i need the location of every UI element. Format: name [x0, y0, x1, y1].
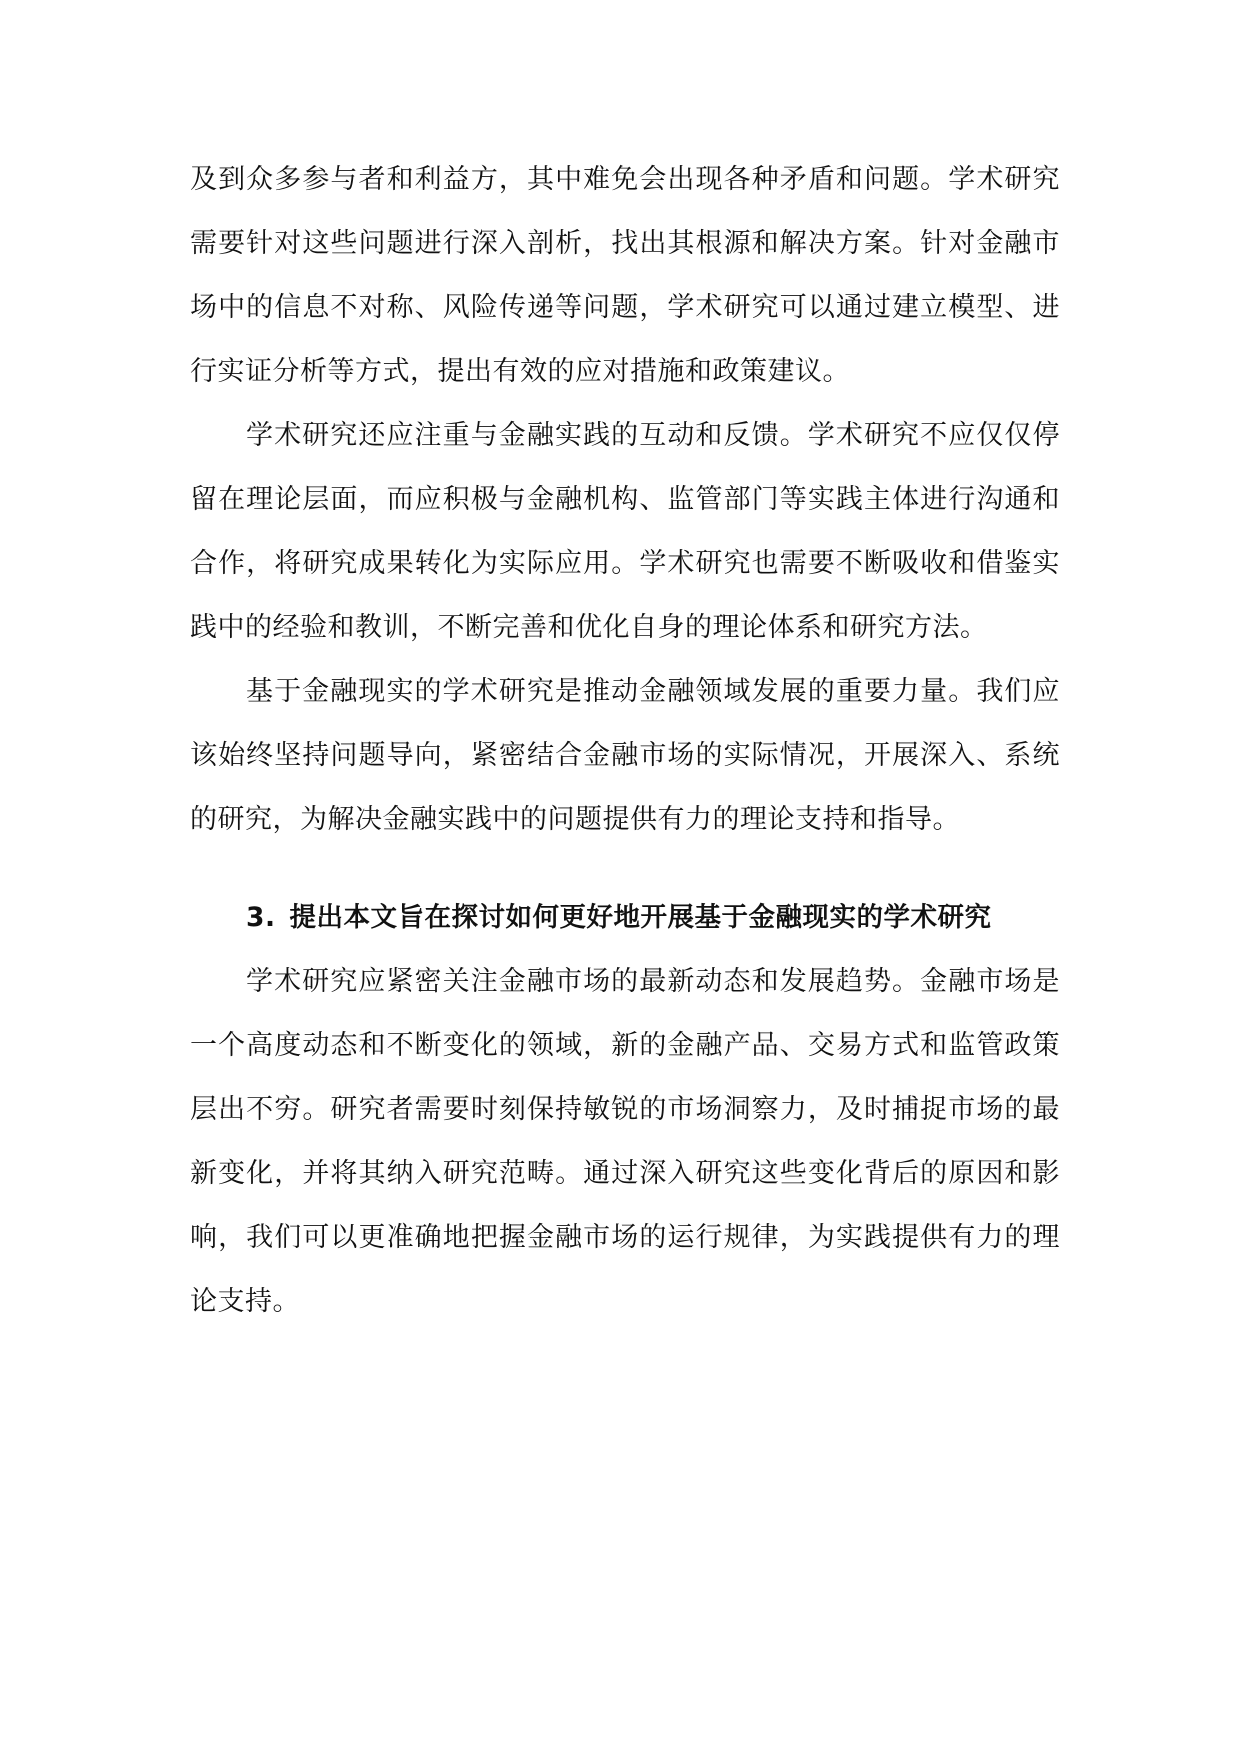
section-number: 3. — [246, 902, 276, 933]
paragraph-market-dynamics: 学术研究应紧密关注金融市场的最新动态和发展趋势。金融市场是一个高度动态和不断变化的领域，新的金融产品、交易方式和监管政策层出不穷。研究者需要时刻保持敏锐的市场洞察力，及时捕捉市场的最新变化，并将其纳入研究范畴。通过深入研究这些变化背后的原因和影响，我们可以更准确地把握金融市场的运行规律，为实践提供有力的理论支持。 — [190, 966, 1060, 1317]
paragraph-practice-interaction: 学术研究还应注重与金融实践的互动和反馈。学术研究不应仅仅停留在理论层面，而应积极与金融机构、监管部门等实践主体进行沟通和合作，将研究成果转化为实际应用。学术研究也需要不断吸收和借鉴实践中的经验和教训，不断完善和优化自身的理论体系和研究方法。 — [190, 420, 1060, 643]
section-title: 提出本文旨在探讨如何更好地开展基于金融现实的学术研究 — [289, 902, 992, 933]
paragraph-conclusion: 基于金融现实的学术研究是推动金融领域发展的重要力量。我们应该始终坚持问题导向，紧密结合金融市场的实际情况，开展深入、系统的研究，为解决金融实践中的问题提供有力的理论支持和指导。 — [190, 676, 1060, 835]
document-page — [190, 148, 1060, 1334]
section-heading — [190, 886, 1060, 950]
paragraph-continuation: 及到众多参与者和利益方，其中难免会出现各种矛盾和问题。学术研究需要针对这些问题进行深入剖析，找出其根源和解决方案。针对金融市场中的信息不对称、风险传递等问题，学术研究可以通过建立模型、进行实证分析等方式，提出有效的应对措施和政策建议。 — [190, 164, 1060, 387]
